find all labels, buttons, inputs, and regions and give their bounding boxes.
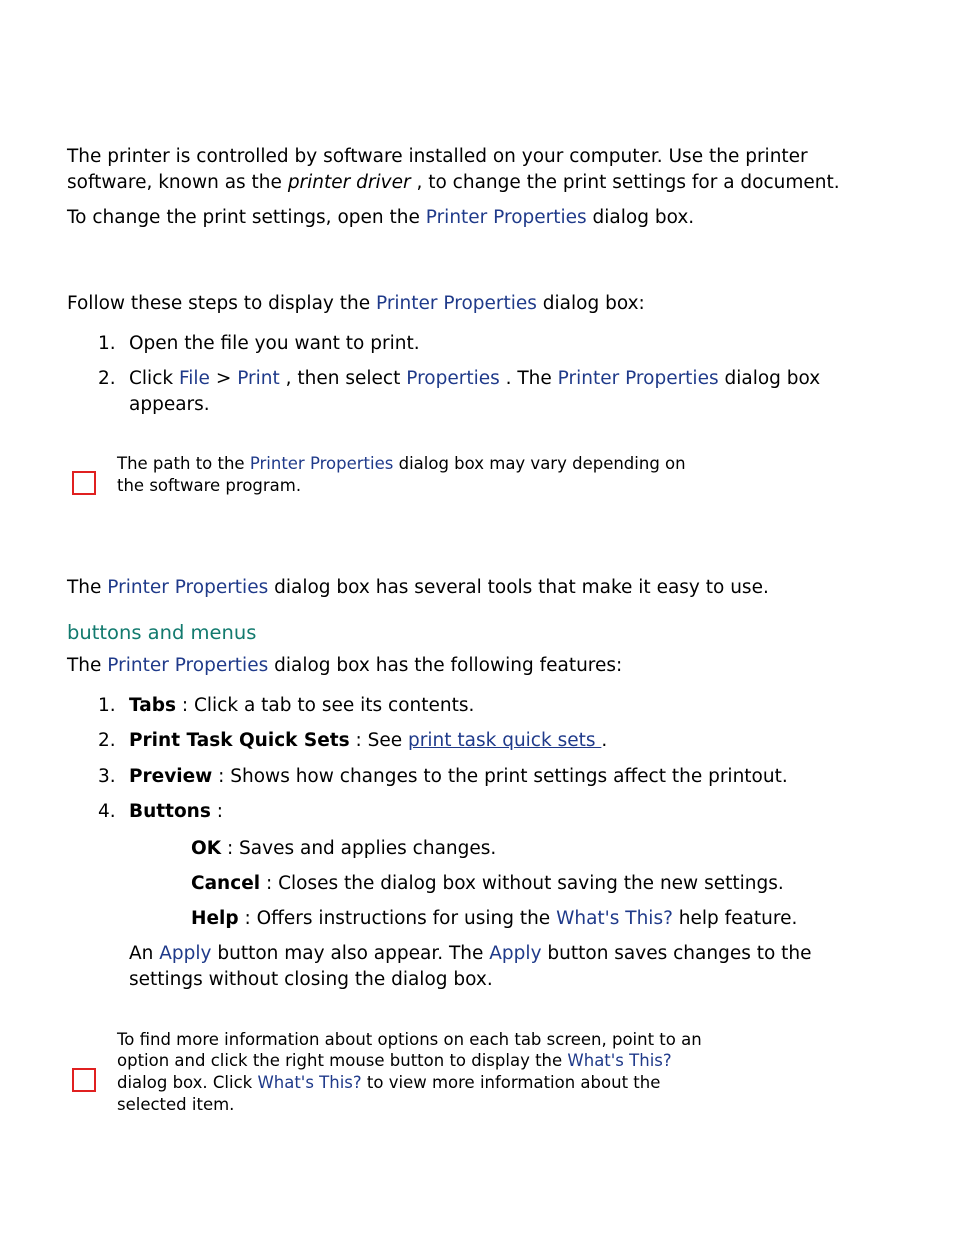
display-intro: Follow these steps to display the Printer Properties dialog box: <box>67 293 645 314</box>
button-cancel-description: Cancel : Closes the dialog box without saving the new settings. <box>191 873 784 894</box>
button-ok-description: OK : Saves and applies changes. <box>191 838 497 859</box>
feature-tabs: Tabs : Click a tab to see its contents. <box>129 695 475 716</box>
note-line-2: the software program. <box>117 476 302 495</box>
feature-number: 4. <box>98 801 116 822</box>
print-menu-term: Print <box>237 368 280 389</box>
intro-line-2: software, known as the printer driver , to change the print settings for a document. <box>67 172 840 193</box>
step-2-continued: appears. <box>129 394 210 415</box>
tools-intro: The Printer Properties dialog box has several tools that make it easy to use. <box>67 577 769 598</box>
step-2: Click File > Print , then select Properties . The Printer Properties dialog box <box>129 368 821 389</box>
apply-note-line-1: An Apply button may also appear. The Apply button saves changes to the <box>129 943 812 964</box>
button-help-description: Help : Offers instructions for using the What's This? help feature. <box>191 908 798 929</box>
step-number: 1. <box>98 333 116 354</box>
features-intro: The Printer Properties dialog box has the following features: <box>67 655 623 676</box>
printer-driver-term: printer driver <box>287 172 411 193</box>
note-line-1: The path to the Printer Properties dialog box may vary depending on <box>117 454 686 473</box>
note2-line-3: dialog box. Click What's This? to view more information about the <box>117 1073 661 1092</box>
feature-number: 3. <box>98 766 116 787</box>
intro-line-1: The printer is controlled by software installed on your computer. Use the printer <box>67 146 808 167</box>
note2-line-1: To find more information about options on each tab screen, point to an <box>117 1030 702 1049</box>
intro-line-3: To change the print settings, open the Printer Properties dialog box. <box>67 207 695 228</box>
properties-term: Properties <box>406 368 500 389</box>
feature-buttons: Buttons : <box>129 801 223 822</box>
feature-preview: Preview : Shows how changes to the print settings affect the printout. <box>129 766 788 787</box>
file-menu-term: File <box>178 368 210 389</box>
feature-quick-sets: Print Task Quick Sets : See print task quick sets . <box>129 730 608 751</box>
apply-note-line-2: settings without closing the dialog box. <box>129 969 493 990</box>
step-1: Open the file you want to print. <box>129 333 420 354</box>
step-number: 2. <box>98 368 116 389</box>
note-icon <box>72 471 96 495</box>
feature-number: 2. <box>98 730 116 751</box>
note2-line-2: option and click the right mouse button to display the What's This? <box>117 1051 672 1070</box>
note2-line-4: selected item. <box>117 1095 235 1114</box>
printer-properties-term: Printer Properties <box>425 207 587 228</box>
feature-number: 1. <box>98 695 116 716</box>
section-heading: buttons and menus <box>67 621 257 644</box>
note-icon <box>72 1068 96 1092</box>
print-task-quick-sets-link[interactable]: print task quick sets <box>408 730 602 751</box>
